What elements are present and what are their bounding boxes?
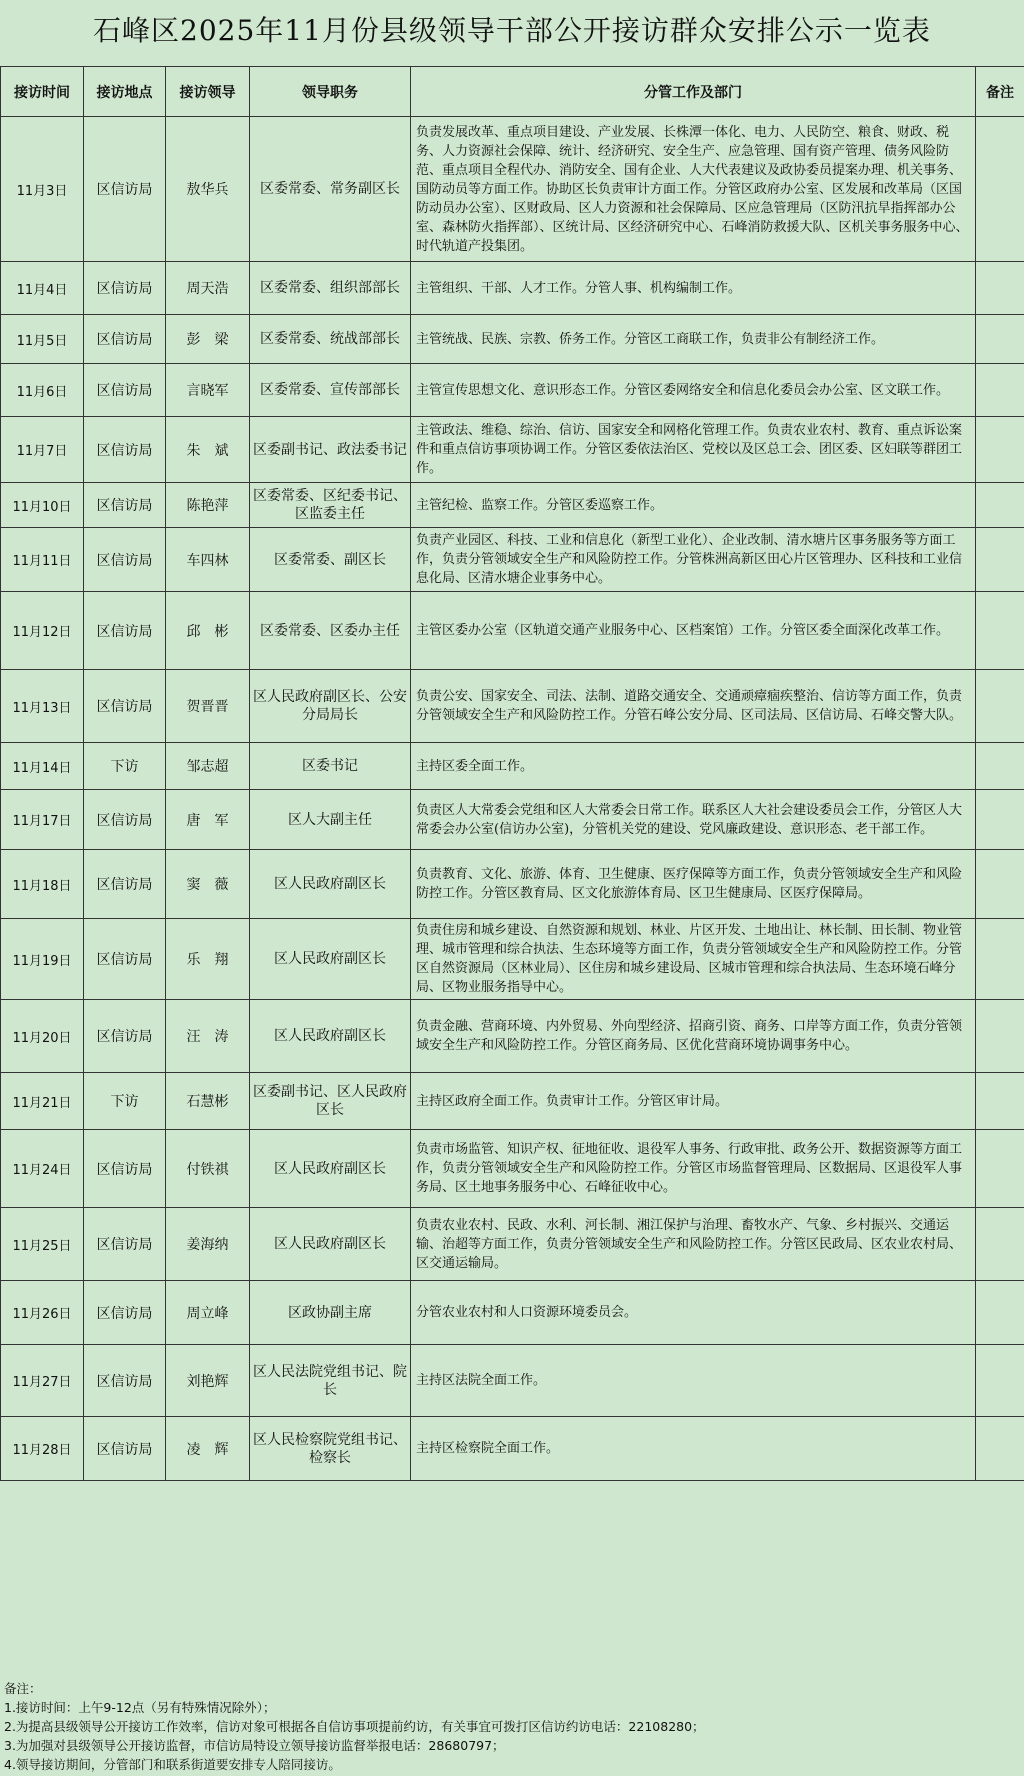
- cell-place: 区信访局: [84, 790, 166, 850]
- cell-place: 区信访局: [84, 592, 166, 670]
- cell-leader: 言晓军: [166, 364, 250, 417]
- cell-place: 区信访局: [84, 528, 166, 592]
- cell-position: 区委常委、区委办主任: [250, 592, 411, 670]
- table-row: [1, 528, 1024, 592]
- cell-duties: 负责教育、文化、旅游、体育、卫生健康、医疗保障等方面工作，负责分管领域安全生产和风险防控工作。分管区教育局、区文化旅游体育局、区卫生健康局、区医疗保障局。: [411, 850, 976, 919]
- table-row: [1, 1281, 1024, 1345]
- cell-position: 区人民政府副区长: [250, 850, 411, 919]
- cell-duties: 主持区法院全面工作。: [411, 1345, 976, 1417]
- cell-date: 11月17日: [1, 790, 84, 850]
- cell-position: 区委副书记、区人民政府区长: [250, 1073, 411, 1130]
- cell-place: 区信访局: [84, 670, 166, 743]
- cell-position: 区人民政府副区长: [250, 1130, 411, 1208]
- table-row: [1, 262, 1024, 315]
- cell-duties: 主管区委办公室（区轨道交通产业服务中心、区档案馆）工作。分管区委全面深化改革工作。: [411, 592, 976, 670]
- cell-place: 下访: [84, 1073, 166, 1130]
- table-row: [1, 1000, 1024, 1073]
- cell-date: 11月24日: [1, 1130, 84, 1208]
- cell-date: 11月13日: [1, 670, 84, 743]
- cell-note: [976, 1345, 1024, 1417]
- cell-place: 区信访局: [84, 364, 166, 417]
- cell-date: 11月26日: [1, 1281, 84, 1345]
- cell-note: [976, 1000, 1024, 1073]
- cell-note: [976, 262, 1024, 315]
- cell-date: 11月25日: [1, 1208, 84, 1281]
- cell-place: 区信访局: [84, 417, 166, 483]
- cell-date: 11月19日: [1, 919, 84, 1000]
- cell-date: 11月21日: [1, 1073, 84, 1130]
- cell-place: 区信访局: [84, 483, 166, 528]
- cell-leader: 乐 翔: [166, 919, 250, 1000]
- cell-note: [976, 670, 1024, 743]
- table-row: [1, 315, 1024, 364]
- cell-note: [976, 1417, 1024, 1481]
- cell-position: 区委副书记、政法委书记: [250, 417, 411, 483]
- col-header-place: 接访地点: [84, 67, 166, 117]
- table-row: [1, 1130, 1024, 1208]
- table-row: [1, 1073, 1024, 1130]
- cell-note: [976, 1281, 1024, 1345]
- cell-duties: 分管农业农村和人口资源环境委员会。: [411, 1281, 976, 1345]
- cell-position: 区委常委、组织部部长: [250, 262, 411, 315]
- cell-position: 区委常委、统战部部长: [250, 315, 411, 364]
- col-header-note: 备注: [976, 67, 1024, 117]
- cell-leader: 唐 军: [166, 790, 250, 850]
- cell-place: 区信访局: [84, 1130, 166, 1208]
- cell-place: 区信访局: [84, 1417, 166, 1481]
- col-header-position: 领导职务: [250, 67, 411, 117]
- cell-duties: 负责区人大常委会党组和区人大常委会日常工作。联系区人大社会建设委员会工作，分管区人大常委会办公室(信访办公室)，分管机关党的建设、党风廉政建设、意识形态、老干部工作。: [411, 790, 976, 850]
- cell-date: 11月6日: [1, 364, 84, 417]
- table-row: [1, 364, 1024, 417]
- cell-date: 11月11日: [1, 528, 84, 592]
- cell-note: [976, 1130, 1024, 1208]
- cell-place: 区信访局: [84, 1000, 166, 1073]
- cell-note: [976, 483, 1024, 528]
- cell-note: [976, 592, 1024, 670]
- cell-leader: 窦 薇: [166, 850, 250, 919]
- note-item: 2.为提高县级领导公开接访工作效率，信访对象可根据各自信访事项提前约访，有关事宜可拨打区信访约访电话：22108280；: [4, 1719, 705, 1734]
- cell-note: [976, 1208, 1024, 1281]
- cell-date: 11月27日: [1, 1345, 84, 1417]
- cell-place: 区信访局: [84, 919, 166, 1000]
- cell-duties: 负责住房和城乡建设、自然资源和规划、林业、片区开发、土地出让、林长制、田长制、物业管理、城市管理和综合执法、生态环境等方面工作，负责分管领域安全生产和风险防控工作。分管区自然资源局（区林业局）、区住房和城乡建设局、区城市管理和综合执法局、生态环境石峰分局、区物业服务指导中心。: [411, 919, 976, 1000]
- cell-date: 11月28日: [1, 1417, 84, 1481]
- cell-leader: 周立峰: [166, 1281, 250, 1345]
- table-header-row: [1, 67, 1024, 117]
- table-row: [1, 1417, 1024, 1481]
- cell-leader: 贺晋晋: [166, 670, 250, 743]
- notes-heading: 备注：: [4, 1681, 42, 1696]
- cell-leader: 刘艳辉: [166, 1345, 250, 1417]
- cell-leader: 邱 彬: [166, 592, 250, 670]
- notes-section: [4, 1679, 1020, 1774]
- schedule-table: [0, 66, 1024, 1481]
- cell-position: 区人民政府副区长: [250, 919, 411, 1000]
- table-row: [1, 743, 1024, 790]
- cell-date: 11月10日: [1, 483, 84, 528]
- cell-leader: 陈艳萍: [166, 483, 250, 528]
- cell-duties: 主管政法、维稳、综治、信访、国家安全和网格化管理工作。负责农业农村、教育、重点诉讼案件和重点信访事项协调工作。分管区委依法治区、党校以及区总工会、团区委、区妇联等群团工作。: [411, 417, 976, 483]
- cell-place: 区信访局: [84, 117, 166, 262]
- cell-duties: 主管宣传思想文化、意识形态工作。分管区委网络安全和信息化委员会办公室、区文联工作。: [411, 364, 976, 417]
- cell-date: 11月5日: [1, 315, 84, 364]
- table-body: [1, 117, 1024, 1481]
- cell-leader: 凌 辉: [166, 1417, 250, 1481]
- cell-date: 11月12日: [1, 592, 84, 670]
- cell-date: 11月7日: [1, 417, 84, 483]
- cell-position: 区人民政府副区长、公安分局局长: [250, 670, 411, 743]
- cell-position: 区人民法院党组书记、院长: [250, 1345, 411, 1417]
- cell-date: 11月3日: [1, 117, 84, 262]
- cell-position: 区委常委、常务副区长: [250, 117, 411, 262]
- cell-position: 区政协副主席: [250, 1281, 411, 1345]
- cell-duties: 负责市场监管、知识产权、征地征收、退役军人事务、行政审批、政务公开、数据资源等方面工作，负责分管领域安全生产和风险防控工作。分管区市场监督管理局、区数据局、区退役军人事务局、区土地事务服务中心、石峰征收中心。: [411, 1130, 976, 1208]
- table-row: [1, 1345, 1024, 1417]
- page-title: 石峰区2025年11月份县级领导干部公开接访群众安排公示一览表: [0, 0, 1024, 67]
- cell-position: 区人民检察院党组书记、检察长: [250, 1417, 411, 1481]
- cell-place: 下访: [84, 743, 166, 790]
- cell-note: [976, 790, 1024, 850]
- cell-leader: 敖华兵: [166, 117, 250, 262]
- table-row: [1, 919, 1024, 1000]
- cell-duties: 主管组织、干部、人才工作。分管人事、机构编制工作。: [411, 262, 976, 315]
- cell-leader: 邹志超: [166, 743, 250, 790]
- cell-position: 区人大副主任: [250, 790, 411, 850]
- cell-duties: 负责发展改革、重点项目建设、产业发展、长株潭一体化、电力、人民防空、粮食、财政、税务、人力资源社会保障、统计、经济研究、安全生产、应急管理、国有资产管理、债务风险防范、重点项目全程代办、消防安全、国有企业、人大代表建议及政协委员提案办理、机关事务、国防动员等方面工作。协助区长负责审计方面工作。分管区政府办公室、区发展和改革局（区国防动员办公室）、区财政局、区人力资源和社会保障局、区应急管理局（区防汛抗旱指挥部办公室、森林防火指挥部）、区统计局、区经济研究中心、石峰消防救援大队、区机关事务服务中心、时代轨道产投集团。: [411, 117, 976, 262]
- cell-note: [976, 117, 1024, 262]
- cell-duties: 主持区委全面工作。: [411, 743, 976, 790]
- cell-leader: 汪 涛: [166, 1000, 250, 1073]
- cell-position: 区委常委、副区长: [250, 528, 411, 592]
- cell-duties: 主管统战、民族、宗教、侨务工作。分管区工商联工作，负责非公有制经济工作。: [411, 315, 976, 364]
- cell-duties: 主管纪检、监察工作。分管区委巡察工作。: [411, 483, 976, 528]
- cell-note: [976, 528, 1024, 592]
- cell-position: 区人民政府副区长: [250, 1208, 411, 1281]
- col-header-date: 接访时间: [1, 67, 84, 117]
- cell-leader: 车四林: [166, 528, 250, 592]
- cell-note: [976, 1073, 1024, 1130]
- cell-duties: 主持区政府全面工作。负责审计工作。分管区审计局。: [411, 1073, 976, 1130]
- cell-note: [976, 417, 1024, 483]
- col-header-duties: 分管工作及部门: [411, 67, 976, 117]
- cell-place: 区信访局: [84, 315, 166, 364]
- table-row: [1, 417, 1024, 483]
- cell-duties: 负责公安、国家安全、司法、法制、道路交通安全、交通顽瘴痼疾整治、信访等方面工作，负责分管领域安全生产和风险防控工作。分管石峰公安分局、区司法局、区信访局、石峰交警大队。: [411, 670, 976, 743]
- cell-note: [976, 850, 1024, 919]
- cell-place: 区信访局: [84, 1281, 166, 1345]
- cell-duties: 负责农业农村、民政、水利、河长制、湘江保护与治理、畜牧水产、气象、乡村振兴、交通运输、治超等方面工作，负责分管领域安全生产和风险防控工作。分管区民政局、区农业农村局、区交通运输局。: [411, 1208, 976, 1281]
- cell-date: 11月14日: [1, 743, 84, 790]
- table-row: [1, 670, 1024, 743]
- col-header-leader: 接访领导: [166, 67, 250, 117]
- cell-note: [976, 743, 1024, 790]
- table-row: [1, 1208, 1024, 1281]
- note-item: 1.接访时间：上午9-12点（另有特殊情况除外）；: [4, 1700, 276, 1715]
- cell-place: 区信访局: [84, 1345, 166, 1417]
- cell-leader: 周天浩: [166, 262, 250, 315]
- table-row: [1, 850, 1024, 919]
- cell-note: [976, 364, 1024, 417]
- table-row: [1, 117, 1024, 262]
- cell-leader: 石慧彬: [166, 1073, 250, 1130]
- table-row: [1, 483, 1024, 528]
- cell-leader: 朱 斌: [166, 417, 250, 483]
- cell-place: 区信访局: [84, 262, 166, 315]
- cell-position: 区委书记: [250, 743, 411, 790]
- cell-position: 区委常委、区纪委书记、区监委主任: [250, 483, 411, 528]
- cell-place: 区信访局: [84, 850, 166, 919]
- cell-leader: 姜海纳: [166, 1208, 250, 1281]
- cell-position: 区人民政府副区长: [250, 1000, 411, 1073]
- cell-leader: 彭 梁: [166, 315, 250, 364]
- cell-duties: 负责产业园区、科技、工业和信息化（新型工业化）、企业改制、清水塘片区事务服务等方面工作，负责分管领域安全生产和风险防控工作。分管株洲高新区田心片区管理办、区科技和工业信息化局、区清水塘企业事务中心。: [411, 528, 976, 592]
- note-item: 4.领导接访期间，分管部门和联系街道要安排专人陪同接访。: [4, 1757, 341, 1772]
- cell-position: 区委常委、宣传部部长: [250, 364, 411, 417]
- cell-date: 11月20日: [1, 1000, 84, 1073]
- cell-duties: 主持区检察院全面工作。: [411, 1417, 976, 1481]
- cell-leader: 付铁祺: [166, 1130, 250, 1208]
- note-item: 3.为加强对县级领导公开接访监督，市信访局特设立领导接访监督举报电话：28680797；: [4, 1738, 505, 1753]
- cell-note: [976, 315, 1024, 364]
- cell-date: 11月4日: [1, 262, 84, 315]
- cell-place: 区信访局: [84, 1208, 166, 1281]
- table-row: [1, 790, 1024, 850]
- cell-note: [976, 919, 1024, 1000]
- cell-date: 11月18日: [1, 850, 84, 919]
- table-row: [1, 592, 1024, 670]
- cell-duties: 负责金融、营商环境、内外贸易、外向型经济、招商引资、商务、口岸等方面工作，负责分管领域安全生产和风险防控工作。分管区商务局、区优化营商环境协调事务中心。: [411, 1000, 976, 1073]
